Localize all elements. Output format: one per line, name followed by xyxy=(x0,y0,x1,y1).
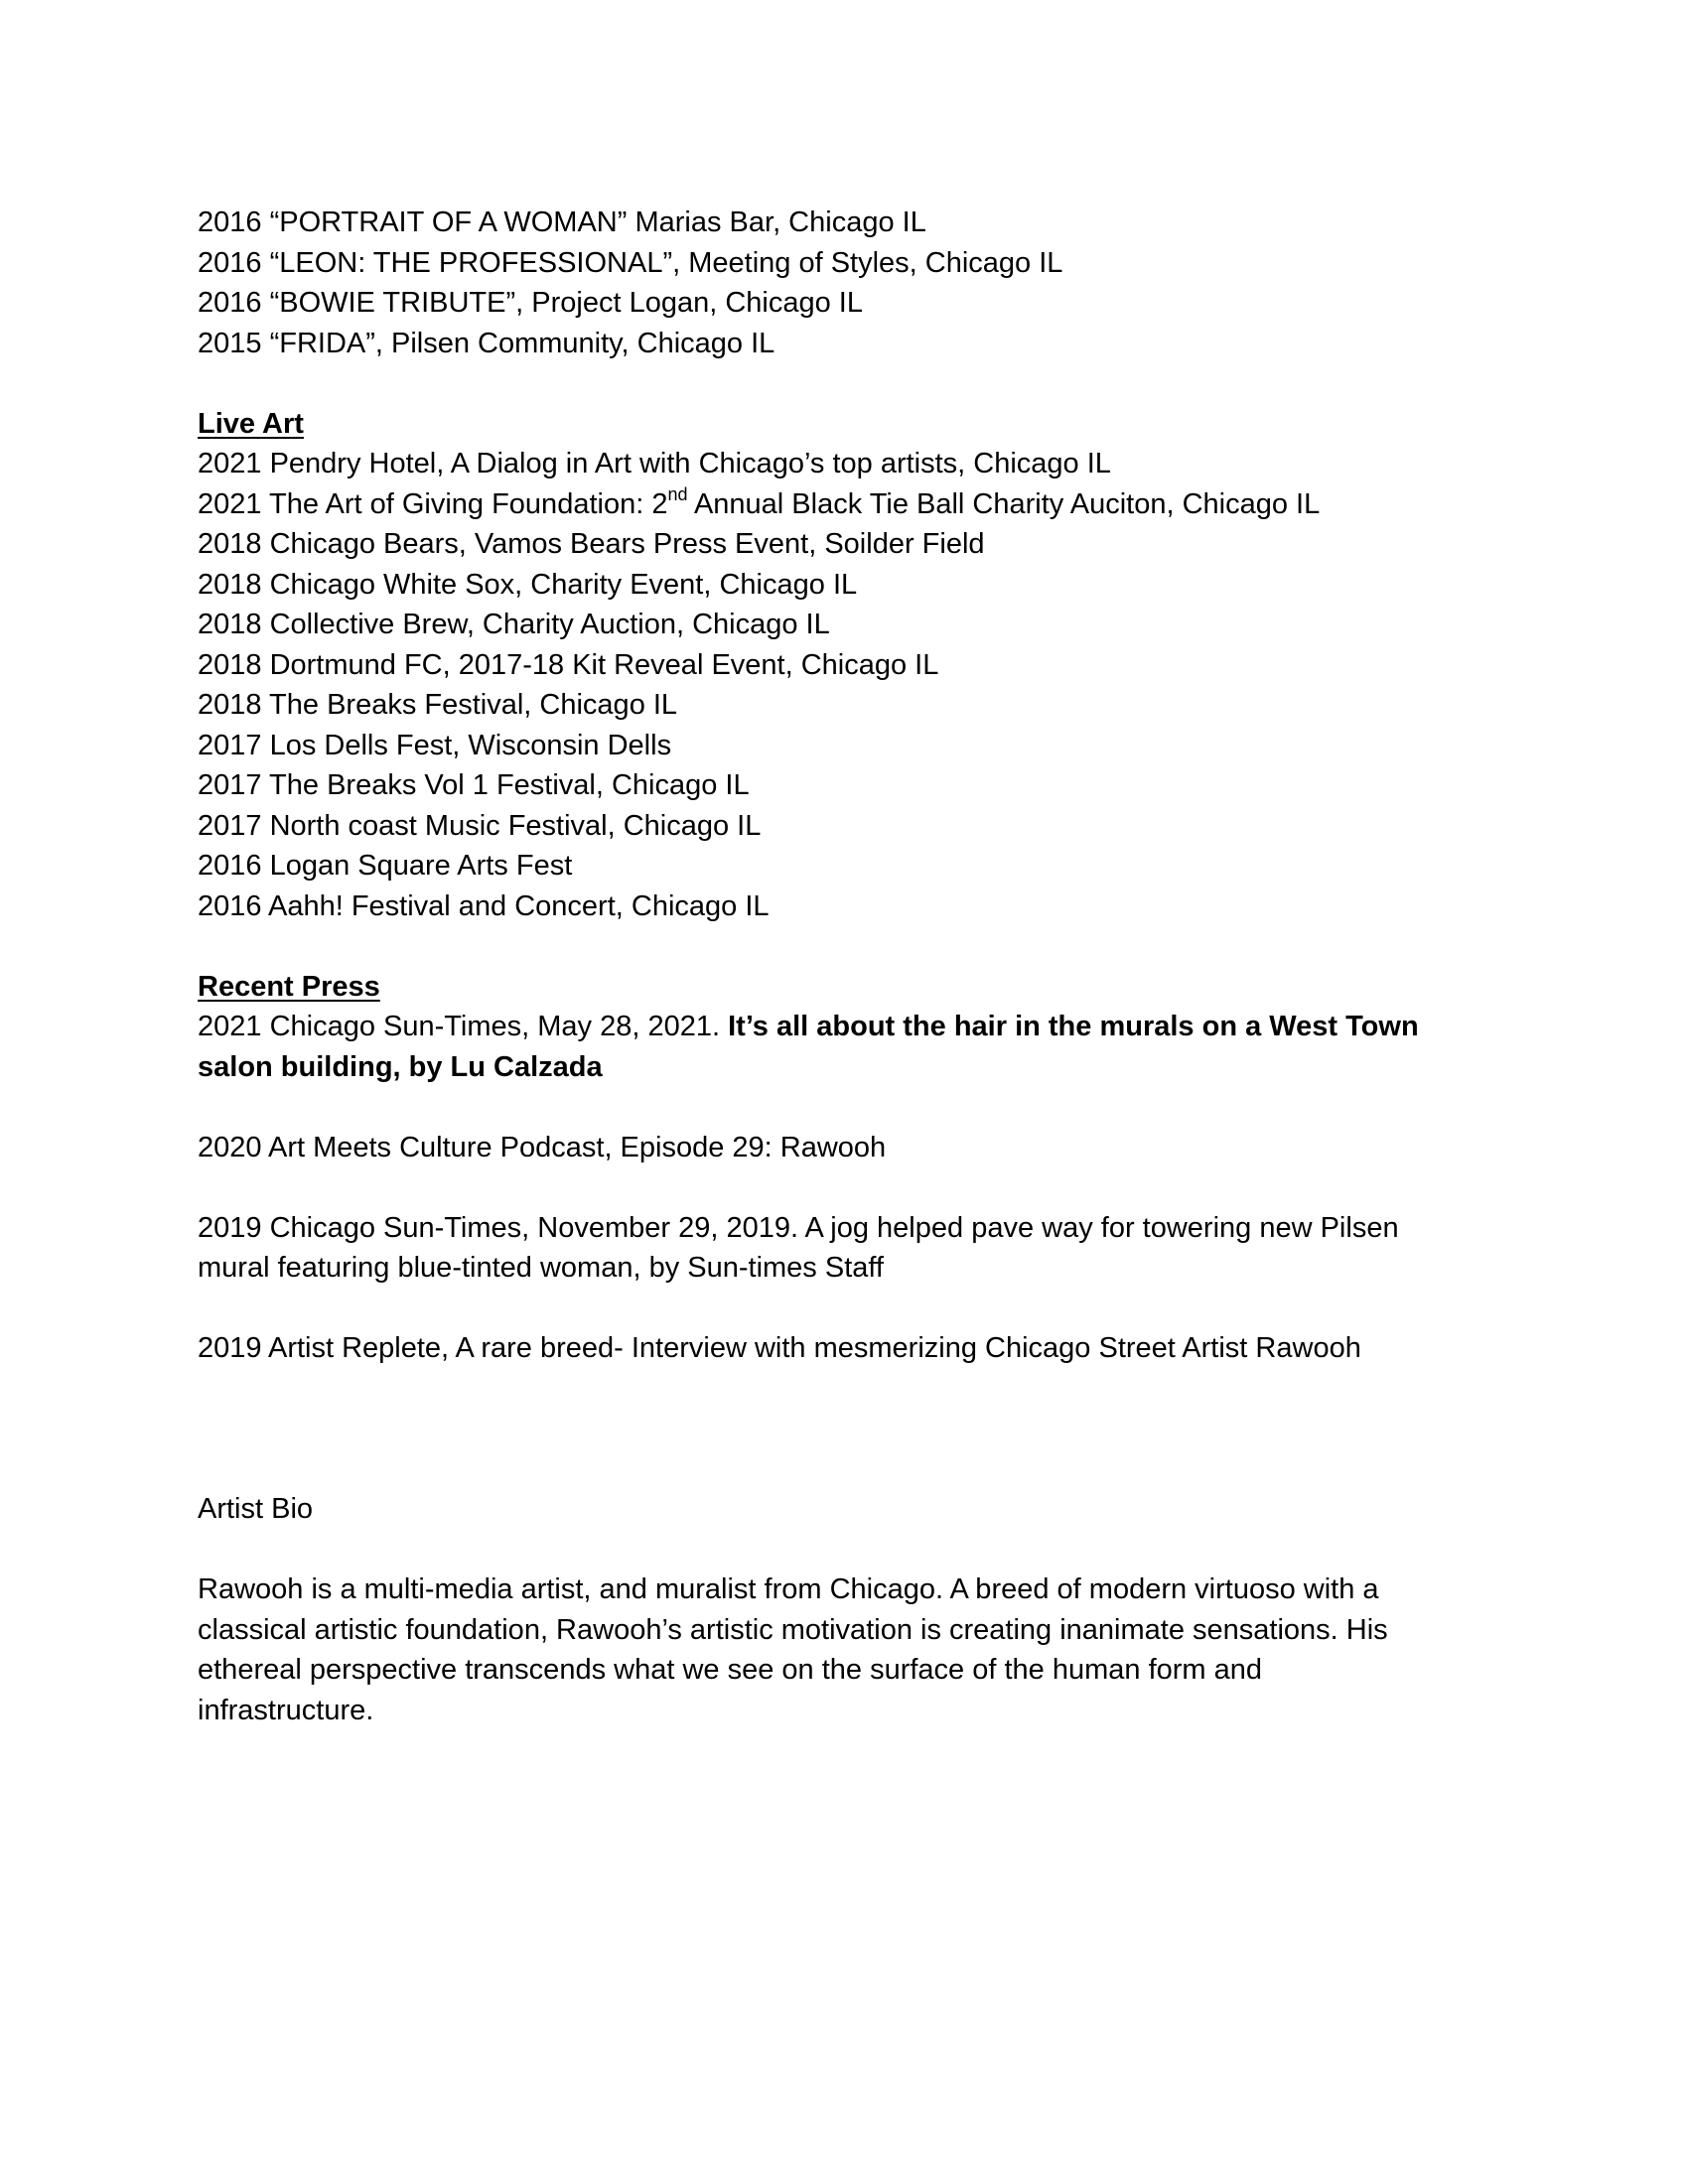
bio-text-line: classical artistic foundation, Rawooh’s artistic motivation is creating inanimate sensations. His xyxy=(198,1613,1388,1646)
press-item-source: 2021 Chicago Sun-Times, May 28, 2021. xyxy=(198,1011,729,1042)
live-art-item: 2018 Chicago Bears, Vamos Bears Press Event, Soilder Field xyxy=(198,528,985,560)
exhibition-item: 2016 “LEON: THE PROFESSIONAL”, Meeting of Styles, Chicago IL xyxy=(198,246,1063,279)
live-art-item-text: Annual Black Tie Ball Charity Auciton, Chicago IL xyxy=(687,487,1321,520)
spacer xyxy=(198,1449,1488,1490)
live-art-item xyxy=(198,484,1488,525)
spacer xyxy=(198,363,1488,404)
live-art-item: 2016 Logan Square Arts Fest xyxy=(198,850,573,882)
press-item xyxy=(198,1007,1488,1047)
exhibitions-list xyxy=(198,203,1488,363)
spacer xyxy=(198,926,1488,967)
live-art-heading: Live Art xyxy=(198,407,304,440)
recent-press-heading: Recent Press xyxy=(198,970,380,1003)
live-art-section xyxy=(198,404,1488,927)
press-item-title: It’s all about the hair in the murals on a West Town xyxy=(728,1011,1419,1042)
document-content xyxy=(198,203,1488,1730)
press-item: 2020 Art Meets Culture Podcast, Episode 29: Rawooh xyxy=(198,1131,887,1163)
press-item-continued: mural featuring blue-tinted woman, by Sun-times Staff xyxy=(198,1252,884,1284)
bio-text-line: infrastructure. xyxy=(198,1694,374,1726)
artist-bio-section xyxy=(198,1489,1488,1730)
live-art-item: 2018 Collective Brew, Charity Auction, Chicago IL xyxy=(198,609,830,640)
spacer xyxy=(198,1409,1488,1449)
live-art-item: 2018 Dortmund FC, 2017-18 Kit Reveal Event, Chicago IL xyxy=(198,648,939,681)
spacer xyxy=(198,1530,1488,1570)
recent-press-section xyxy=(198,967,1488,1369)
bio-text-line: Rawooh is a multi-media artist, and muralist from Chicago. A breed of modern virtuoso with a xyxy=(198,1573,1379,1605)
press-item: 2019 Artist Replete, A rare breed- Interview with mesmerizing Chicago Street Artist Rawooh xyxy=(198,1332,1361,1364)
press-item: 2019 Chicago Sun-Times, November 29, 2019. A jog helped pave way for towering new Pilsen xyxy=(198,1211,1399,1244)
live-art-item: 2017 Los Dells Fest, Wisconsin Dells xyxy=(198,729,672,761)
live-art-item-text: 2021 The Art of Giving Foundation: 2 xyxy=(198,487,668,520)
exhibition-item: 2015 “FRIDA”, Pilsen Community, Chicago IL xyxy=(198,327,775,359)
exhibition-item: 2016 “BOWIE TRIBUTE”, Project Logan, Chicago IL xyxy=(198,287,863,319)
bio-text-line: ethereal perspective transcends what we see on the surface of the human form and xyxy=(198,1654,1263,1686)
spacer xyxy=(198,1289,1488,1329)
live-art-item: 2016 Aahh! Festival and Concert, Chicago IL xyxy=(198,889,770,922)
live-art-item: 2021 Pendry Hotel, A Dialog in Art with Chicago’s top artists, Chicago IL xyxy=(198,448,1111,479)
ordinal-superscript: nd xyxy=(667,483,688,504)
press-item-title-continued: salon building, by Lu Calzada xyxy=(198,1050,603,1083)
live-art-item: 2017 The Breaks Vol 1 Festival, Chicago IL xyxy=(198,769,750,801)
live-art-item: 2017 North coast Music Festival, Chicago IL xyxy=(198,809,762,842)
exhibition-item: 2016 “PORTRAIT OF A WOMAN” Marias Bar, Chicago IL xyxy=(198,206,926,238)
spacer xyxy=(198,1167,1488,1208)
spacer xyxy=(198,1087,1488,1128)
live-art-item: 2018 The Breaks Festival, Chicago IL xyxy=(198,689,678,721)
artist-bio-heading: Artist Bio xyxy=(198,1493,314,1525)
live-art-item: 2018 Chicago White Sox, Charity Event, Chicago IL xyxy=(198,568,858,601)
spacer xyxy=(198,1369,1488,1410)
